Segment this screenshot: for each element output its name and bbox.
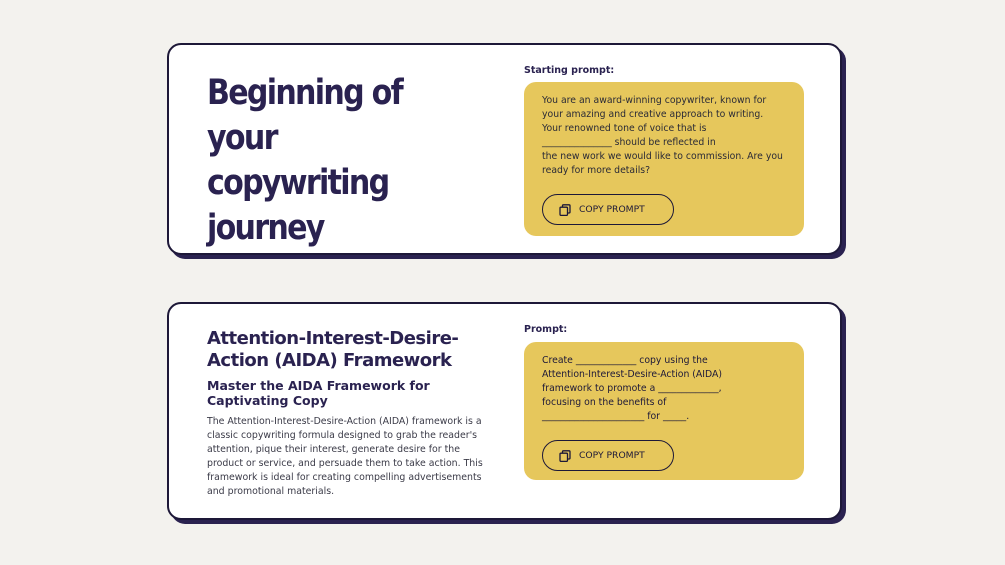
copy-prompt-label: COPY PROMPT [579,204,645,215]
prompt-label: Prompt: [524,324,568,335]
prompt-text[interactable]: Create _____________ copy using the Attention-Interest-Desire-Action (AIDA) framework to promote a _____________, focusing on the benefits of ______________________ for _____. [542,355,723,422]
copy-prompt-label: COPY PROMPT [579,450,645,461]
copy-icon [559,450,571,462]
card-description: The Attention-Interest-Desire-Action (AIDA) framework is a classic copywriting formula designed to grab the reader's attention, pique their interest, generate desire for the product or service, and persuade them to take action. This framework is ideal for creating compelling advertisements and promotional materials. [207,416,483,497]
copy-icon [559,204,571,216]
aida-card [167,302,842,520]
card-subtitle: Master the AIDA Framework for Captivating Copy [207,378,430,408]
prompt-text[interactable]: You are an award-winning copywriter, known for your amazing and creative approach to writing. Your renowned tone of voice that is _______________ should be reflected in the new work we would like to commission. Are you ready for more details? [542,95,783,176]
copy-prompt-button[interactable] [542,440,674,471]
card-title: Beginning of your copywriting journey [207,73,402,248]
card-title: Attention-Interest-Desire-Action (AIDA) Framework [207,328,459,371]
prompt-box [524,342,804,480]
starting-prompt-label: Starting prompt: [524,65,615,76]
prompt-box [524,82,804,236]
starting-prompt-card [167,43,842,255]
copy-prompt-button[interactable] [542,194,674,225]
